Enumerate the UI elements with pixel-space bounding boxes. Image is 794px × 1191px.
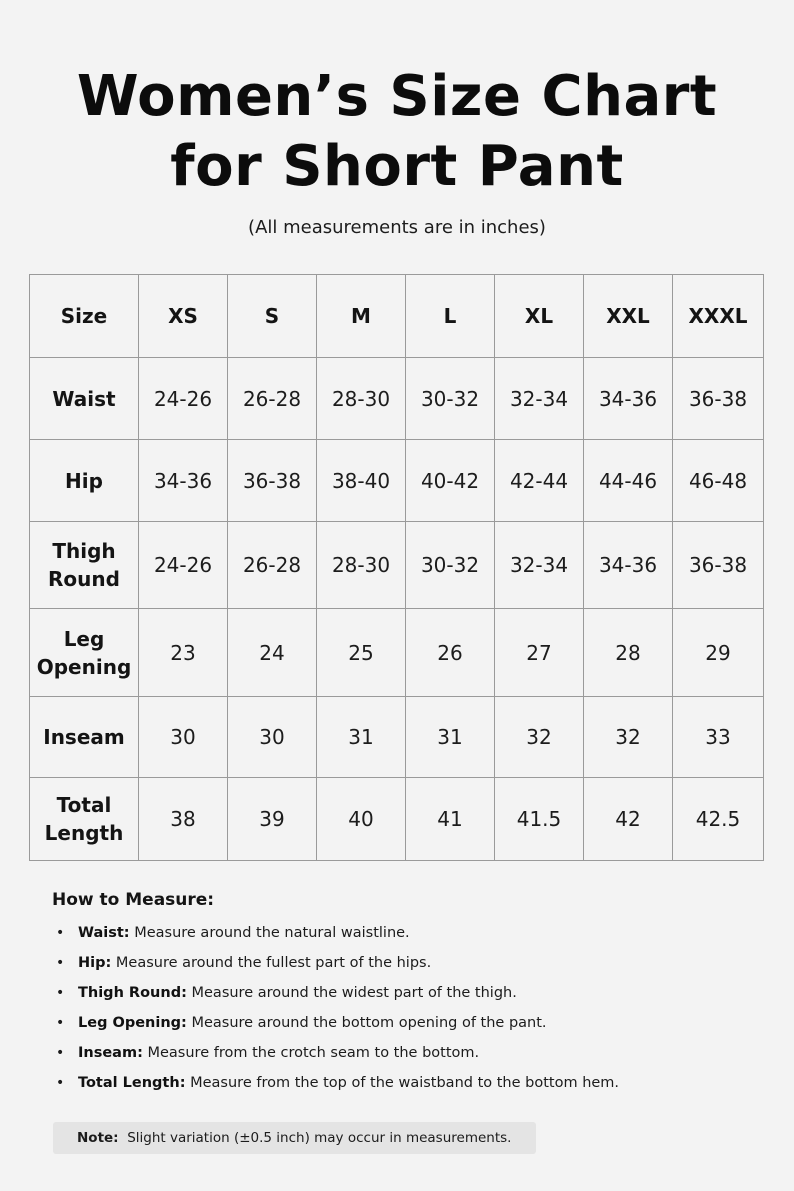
- table-cell: 34-36: [584, 522, 673, 609]
- row-label-line: Leg: [63, 626, 105, 651]
- table-cell: 28-30: [317, 522, 406, 609]
- table-cell: 39: [228, 778, 317, 861]
- table-cell: 31: [317, 697, 406, 778]
- row-label-line: Thigh: [52, 539, 116, 563]
- list-item-text: Measure around the natural waistline.: [134, 925, 410, 941]
- row-label-cell: [30, 440, 139, 522]
- table-cell: 28-30: [317, 358, 406, 440]
- list-item-term: Waist:: [78, 925, 130, 941]
- list-item-text: Measure from the crotch seam to the bottom.: [147, 1045, 480, 1061]
- table-cell: 42-44: [495, 440, 584, 522]
- table-cell: 36-38: [673, 522, 764, 609]
- how-to-measure-heading: How to Measure:: [52, 890, 215, 910]
- bullet-icon: •: [56, 1015, 65, 1031]
- table-cell: 32: [495, 697, 584, 778]
- table-cell: 24-26: [139, 358, 228, 440]
- header-cell-xxxl: XXXL: [673, 275, 764, 358]
- row-label-line: Length: [44, 821, 124, 845]
- table-cell: 32-34: [495, 522, 584, 609]
- table-cell: 38: [139, 778, 228, 861]
- list-item: [52, 951, 752, 981]
- table-cell: 32: [584, 697, 673, 778]
- table-cell: 34-36: [584, 358, 673, 440]
- table-cell: 30: [139, 697, 228, 778]
- row-label-cell: [30, 358, 139, 440]
- list-item-term: Hip:: [78, 955, 112, 971]
- table-row: [30, 778, 764, 861]
- table-cell: 41: [406, 778, 495, 861]
- list-item: [52, 1041, 752, 1071]
- list-item-text: Measure around the bottom opening of the pant.: [191, 1015, 547, 1031]
- table-cell: 42: [584, 778, 673, 861]
- list-item-term: Thigh Round:: [78, 985, 187, 1001]
- page-title-line-1: Women’s Size Chart: [76, 64, 718, 129]
- table-cell: 40: [317, 778, 406, 861]
- row-label-line: Hip: [65, 468, 103, 493]
- table-row: [30, 440, 764, 522]
- page-title-line-2: for Short Pant: [170, 134, 624, 199]
- table-cell: 26: [406, 609, 495, 697]
- header-cell-xxl: XXL: [584, 275, 673, 358]
- row-label-line: Opening: [36, 654, 132, 679]
- table-cell: 36-38: [228, 440, 317, 522]
- bullet-icon: •: [56, 1045, 65, 1061]
- table-cell: 30-32: [406, 358, 495, 440]
- row-label-cell: [30, 522, 139, 609]
- bullet-icon: •: [56, 925, 65, 941]
- bullet-icon: •: [56, 985, 65, 1001]
- list-item: [52, 1071, 752, 1101]
- bullet-icon: •: [56, 1075, 65, 1091]
- list-item-term: Total Length:: [78, 1075, 186, 1091]
- table-cell: 42.5: [673, 778, 764, 861]
- row-label-cell: [30, 609, 139, 697]
- list-item: [52, 1011, 752, 1041]
- bullet-icon: •: [56, 955, 65, 971]
- table-cell: 33: [673, 697, 764, 778]
- list-item-term: Leg Opening:: [78, 1015, 187, 1031]
- table-cell: 44-46: [584, 440, 673, 522]
- header-cell-s: S: [228, 275, 317, 358]
- table-header-row: [30, 275, 764, 358]
- table-cell: 41.5: [495, 778, 584, 861]
- table-cell: 26-28: [228, 522, 317, 609]
- table-cell: 30: [228, 697, 317, 778]
- header-cell-xs: XS: [139, 275, 228, 358]
- table-cell: 32-34: [495, 358, 584, 440]
- table-cell: 34-36: [139, 440, 228, 522]
- row-label-line: Round: [48, 567, 120, 591]
- table-cell: 40-42: [406, 440, 495, 522]
- table-cell: 30-32: [406, 522, 495, 609]
- table-cell: 24-26: [139, 522, 228, 609]
- table-row: [30, 522, 764, 609]
- table-cell: 36-38: [673, 358, 764, 440]
- list-item-text: Measure around the widest part of the thigh.: [191, 985, 517, 1001]
- list-item-text: Measure around the fullest part of the hips.: [115, 955, 432, 971]
- table-row: [30, 609, 764, 697]
- header-cell-m: M: [317, 275, 406, 358]
- header-cell-size: Size: [30, 275, 139, 358]
- table-cell: 26-28: [228, 358, 317, 440]
- page-title: [0, 62, 794, 202]
- note-label: Note:: [77, 1130, 119, 1146]
- list-item-text: Measure from the top of the waistband to the bottom hem.: [190, 1075, 620, 1091]
- size-chart-table: [29, 274, 764, 861]
- size-chart-body: [30, 275, 764, 861]
- note-box: [53, 1122, 536, 1154]
- header-cell-xl: XL: [495, 275, 584, 358]
- note-text: Slight variation (±0.5 inch) may occur in measurements.: [127, 1130, 512, 1146]
- header-cell-l: L: [406, 275, 495, 358]
- row-label-line: Waist: [52, 386, 116, 411]
- table-cell: 24: [228, 609, 317, 697]
- table-cell: 38-40: [317, 440, 406, 522]
- table-cell: 31: [406, 697, 495, 778]
- list-item: [52, 981, 752, 1011]
- table-row: [30, 358, 764, 440]
- how-to-measure-list: [52, 921, 752, 1101]
- table-cell: 46-48: [673, 440, 764, 522]
- row-label-cell: [30, 697, 139, 778]
- row-label-line: Inseam: [43, 725, 125, 749]
- table-cell: 29: [673, 609, 764, 697]
- list-item-term: Inseam:: [78, 1045, 143, 1061]
- table-cell: 28: [584, 609, 673, 697]
- row-label-cell: [30, 778, 139, 861]
- page-subtitle: (All measurements are in inches): [248, 217, 546, 238]
- table-row: [30, 697, 764, 778]
- table-cell: 23: [139, 609, 228, 697]
- list-item: [52, 921, 752, 951]
- table-cell: 27: [495, 609, 584, 697]
- row-label-line: Total: [56, 793, 112, 817]
- table-cell: 25: [317, 609, 406, 697]
